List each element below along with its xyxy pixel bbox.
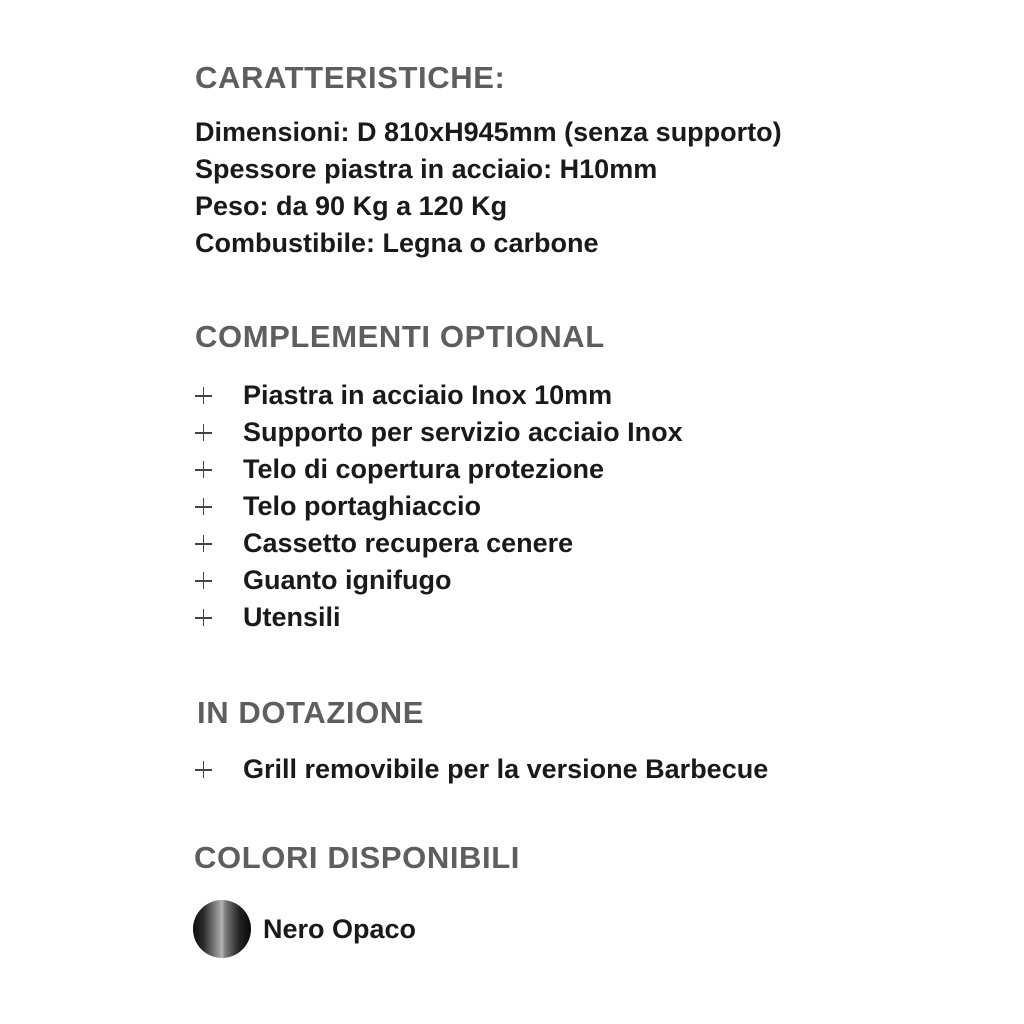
optional-item-label: Piastra in acciaio Inox 10mm — [243, 380, 613, 410]
caratteristiche-heading: CARATTERISTICHE: — [195, 60, 506, 95]
plus-icon — [195, 488, 213, 525]
optional-item-label: Utensili — [243, 602, 341, 632]
spec-dimensions: Dimensioni: D 810xH945mm (senza supporto) — [195, 117, 782, 147]
plus-icon — [195, 414, 213, 451]
plus-icon — [195, 751, 213, 788]
plus-icon — [195, 451, 213, 488]
plus-icon — [195, 525, 213, 562]
optional-item-label: Telo di copertura protezione — [243, 454, 605, 484]
plus-icon — [195, 377, 213, 414]
spec-fuel: Combustibile: Legna o carbone — [195, 228, 599, 258]
optional-item-label: Supporto per servizio acciaio Inox — [243, 417, 683, 447]
included-item-label: Grill removibile per la versione Barbecue — [243, 754, 769, 784]
color-swatch-nero-opaco — [193, 900, 251, 958]
optional-item-label: Telo portaghiaccio — [243, 491, 482, 521]
plus-icon — [195, 562, 213, 599]
complementi-heading: COMPLEMENTI OPTIONAL — [195, 319, 605, 354]
spec-weight: Peso: da 90 Kg a 120 Kg — [195, 191, 508, 221]
specifications-list — [195, 114, 782, 262]
color-option-label: Nero Opaco — [263, 914, 417, 944]
plus-icon — [195, 599, 213, 636]
colori-heading: COLORI DISPONIBILI — [194, 840, 520, 875]
optional-item-label: Cassetto recupera cenere — [243, 528, 574, 558]
spec-plate-thickness: Spessore piastra in acciaio: H10mm — [195, 154, 658, 184]
dotazione-heading: IN DOTAZIONE — [197, 695, 425, 730]
optional-item-label: Guanto ignifugo — [243, 565, 452, 595]
